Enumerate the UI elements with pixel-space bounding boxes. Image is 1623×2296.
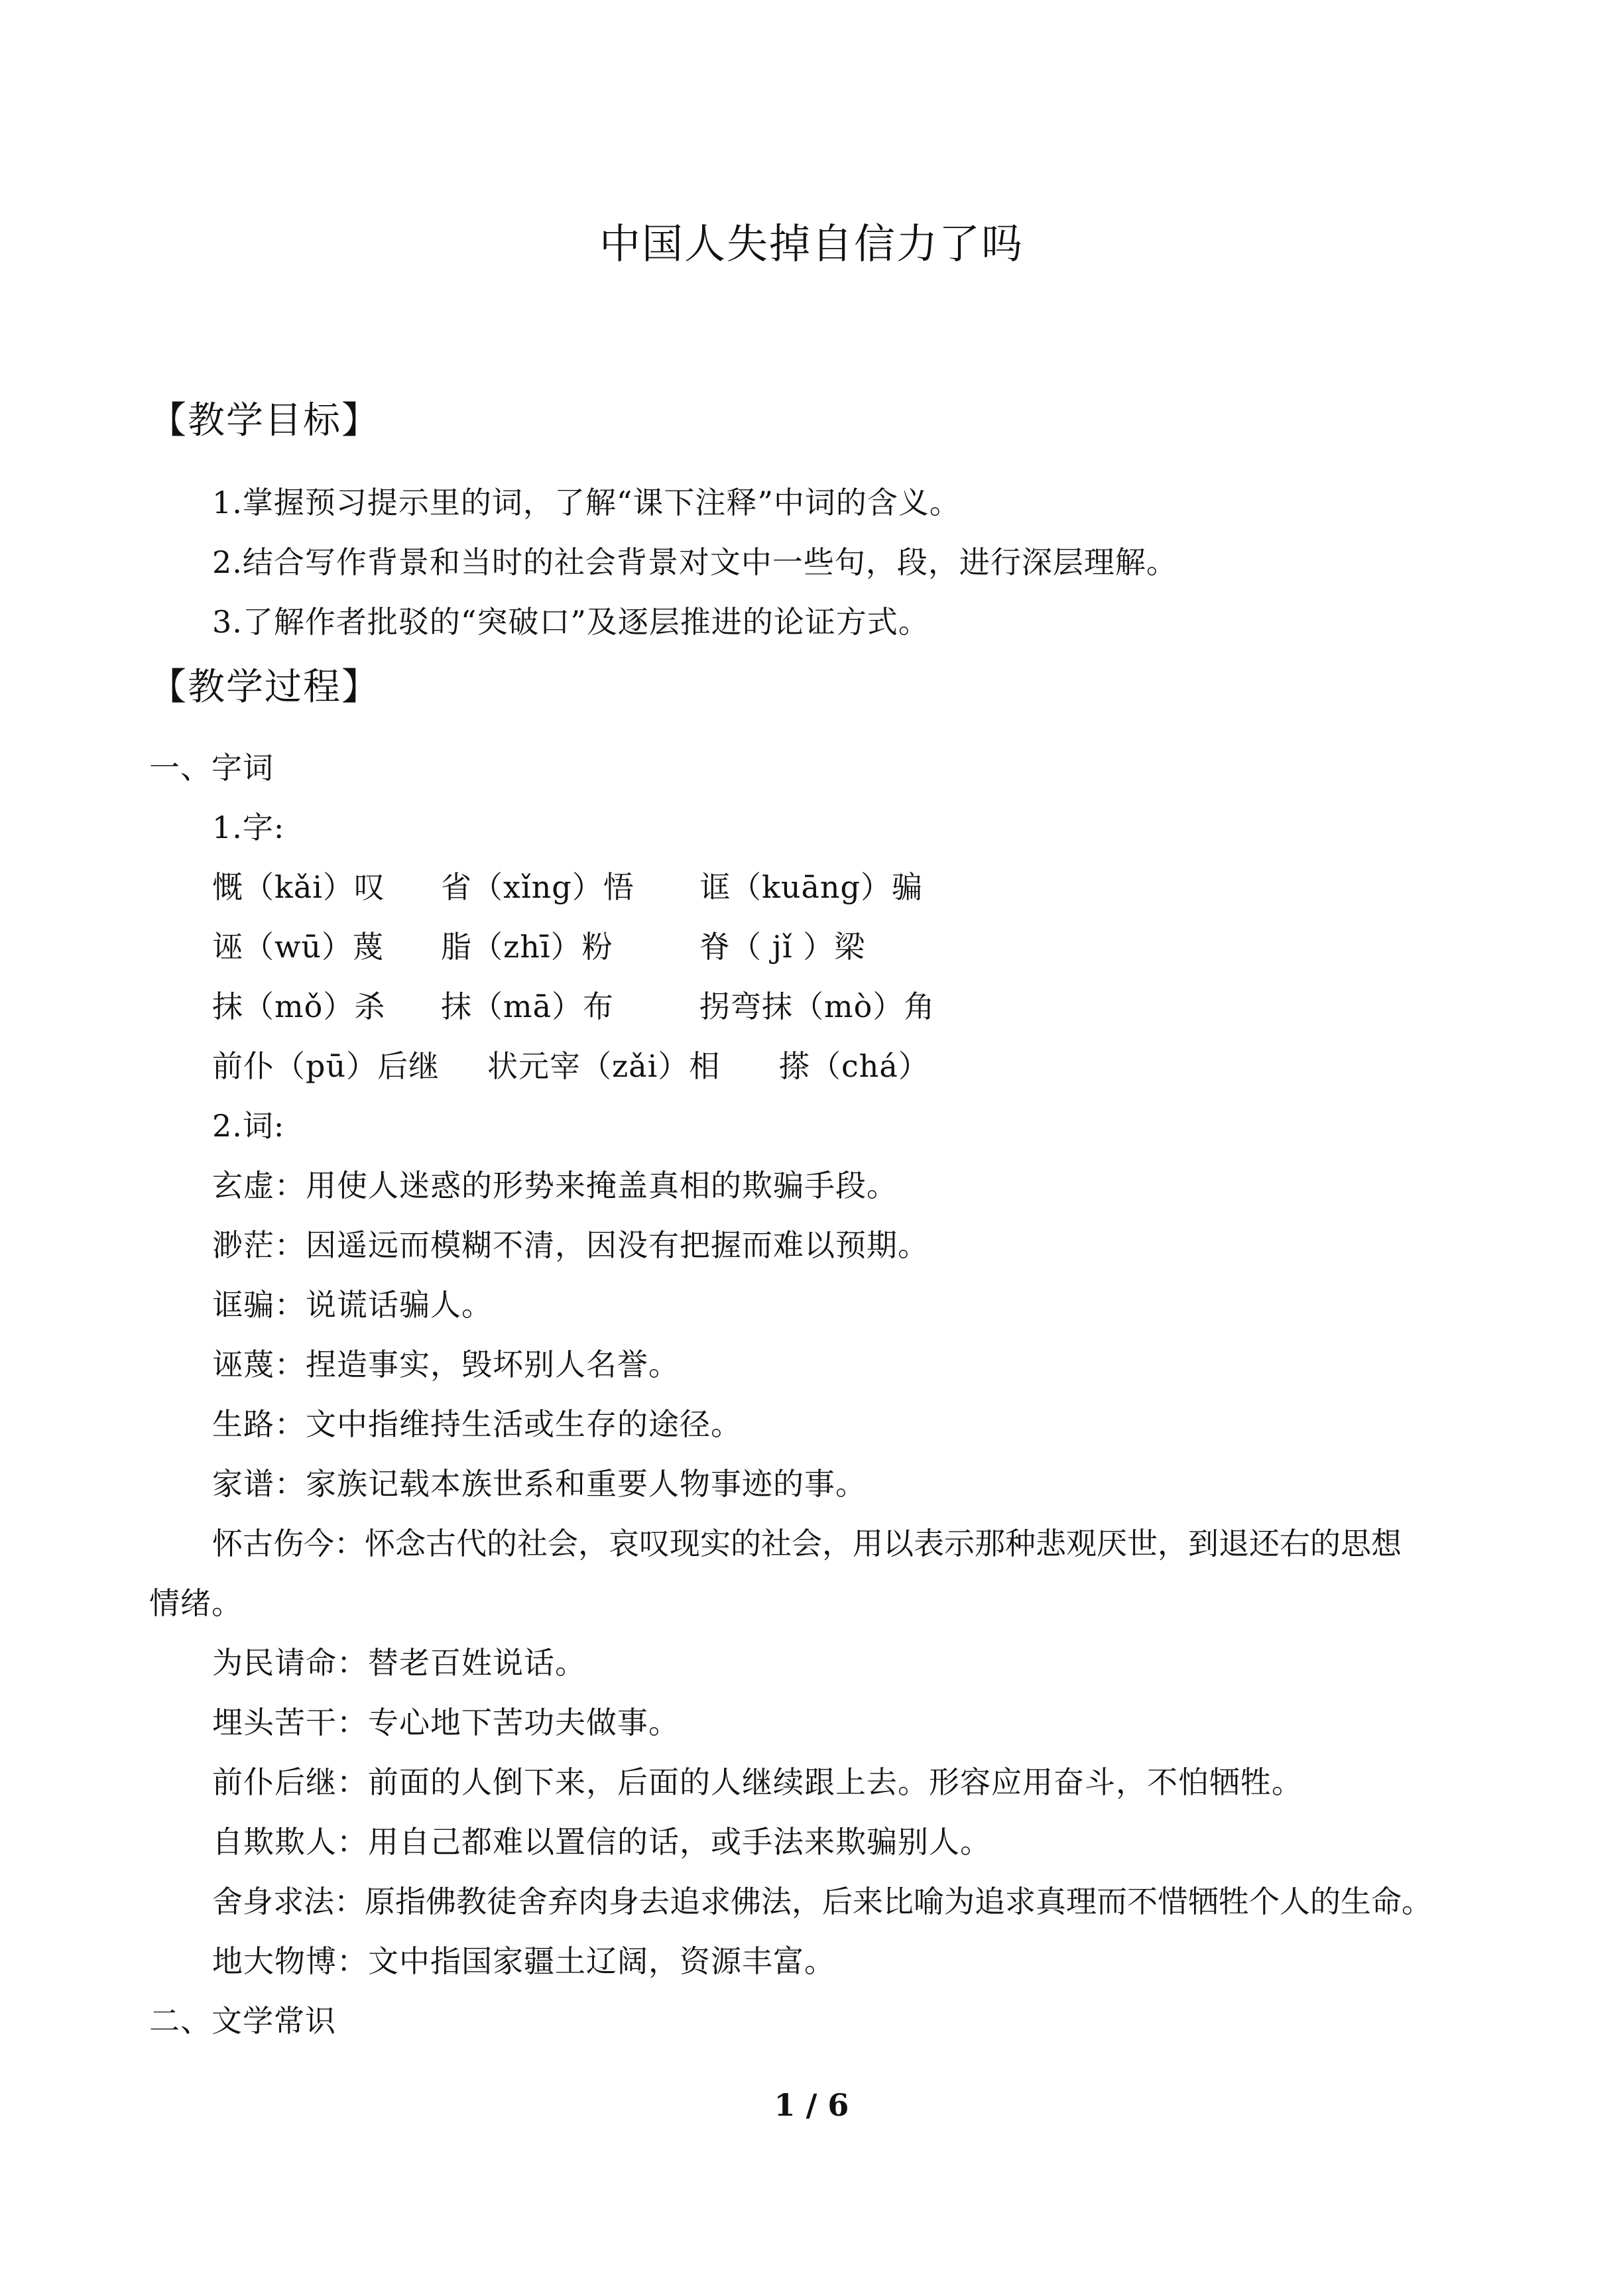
word-definition: 家谱：家族记载本族世系和重要人物事迹的事。 <box>212 1466 867 1502</box>
word-definition: 埋头苦干：专心地下苦功夫做事。 <box>212 1705 680 1740</box>
word-definition: 生路：文中指维持生活或生存的途径。 <box>212 1406 742 1442</box>
word-definition-continued: 情绪。 <box>149 1585 243 1621</box>
char-entry: 脂（zhī）粉 <box>441 929 613 965</box>
objectives-heading: 【教学目标】 <box>149 399 380 442</box>
char-entry: 前仆（pū）后继 <box>212 1048 440 1084</box>
char-entry: 抹（mǒ）杀 <box>212 989 386 1024</box>
section-heading: 二、文学常识 <box>149 2003 336 2039</box>
page-number: 1 / 6 <box>774 2087 849 2123</box>
section-heading: 一、字词 <box>149 750 274 786</box>
objective-item: 1.掌握预习提示里的词，了解“课下注释”中词的含义。 <box>212 485 961 520</box>
word-definition: 舍身求法：原指佛教徒舍弃肉身去追求佛法，后来比喻为追求真理而不惜牺牲个人的生命。 <box>212 1884 1432 1919</box>
word-definition: 怀古伤今：怀念古代的社会，哀叹现实的社会，用以表示那种悲观厌世，到退还右的思想 <box>212 1526 1402 1561</box>
process-heading: 【教学过程】 <box>149 666 380 709</box>
word-definition: 诬蔑：捏造事实，毁坏别人名誉。 <box>212 1347 680 1382</box>
char-entry: 搽（chá） <box>779 1048 930 1084</box>
char-entry: 诬（wū）蔑 <box>212 929 384 965</box>
char-entry: 慨（kǎi）叹 <box>212 869 386 905</box>
word-definition: 玄虚：用使人迷惑的形势来掩盖真相的欺骗手段。 <box>212 1168 898 1203</box>
objective-item: 2.结合写作背景和当时的社会背景对文中一些句，段，进行深层理解。 <box>212 544 1177 580</box>
word-definition: 渺茫：因遥远而模糊不清，因没有把握而难以预期。 <box>212 1227 929 1263</box>
chars-label: 1.字: <box>212 810 285 845</box>
char-entry: 状元宰（zǎi）相 <box>487 1048 721 1084</box>
words-label: 2.词: <box>212 1108 285 1144</box>
word-definition: 自欺欺人：用自己都难以置信的话，或手法来欺骗别人。 <box>212 1824 991 1860</box>
objective-item: 3.了解作者批驳的“突破口”及逐层推进的论证方式。 <box>212 604 930 640</box>
char-entry: 省（xǐng）悟 <box>441 869 634 905</box>
char-entry: 诓（kuāng）骗 <box>699 869 923 905</box>
word-definition: 地大物博：文中指国家疆土辽阔，资源丰富。 <box>212 1943 835 1979</box>
char-entry: 抹（mā）布 <box>441 989 615 1024</box>
char-entry: 脊（ jǐ ）梁 <box>699 929 866 965</box>
word-definition: 前仆后继：前面的人倒下来，后面的人继续跟上去。形容应用奋斗，不怕牺牲。 <box>212 1764 1303 1800</box>
char-entry: 拐弯抹（mò）角 <box>699 989 935 1024</box>
word-definition: 诓骗：说谎话骗人。 <box>212 1287 493 1323</box>
word-definition: 为民请命：替老百姓说话。 <box>212 1645 586 1681</box>
document-title: 中国人失掉自信力了吗 <box>599 219 1024 268</box>
